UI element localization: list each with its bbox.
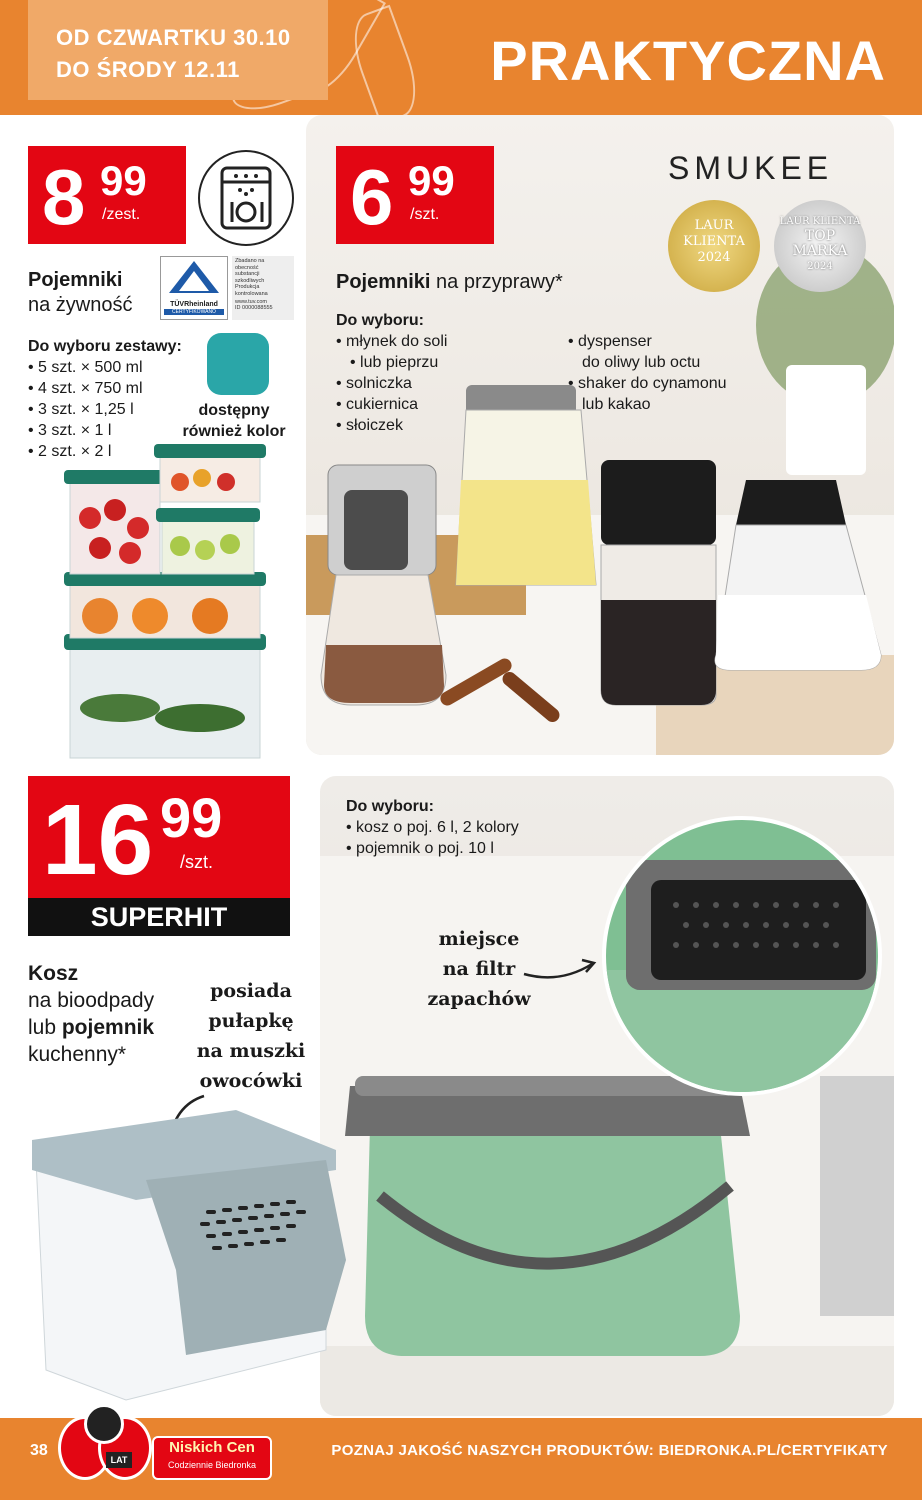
- tuv-line: substancji: [235, 271, 260, 278]
- color-note-line: dostępny: [198, 402, 270, 419]
- date-to: DO ŚRODY 12.11: [56, 57, 240, 82]
- title-bold: Pojemniki: [336, 271, 431, 293]
- title-bold: pojemnik: [61, 1016, 155, 1039]
- note-fruit-fly-trap: [196, 976, 306, 1096]
- tuv-text: [232, 256, 294, 320]
- title-bold: Pojemniki: [28, 269, 123, 291]
- price-main: 16: [42, 784, 154, 896]
- tuv-line: szkodliwych: [235, 277, 265, 284]
- options-heading: Do wyboru zestawy:: [28, 338, 182, 355]
- option-item: • młynek do soli: [336, 331, 447, 352]
- price-tag-food-containers: [28, 146, 186, 244]
- award-line: MARKA: [792, 243, 848, 259]
- option-item: • 4 szt. × 750 ml: [28, 378, 182, 399]
- award-line: LAUR KLIENTA: [779, 216, 861, 227]
- option-item: • pojemnik o poj. 10 l: [346, 838, 519, 859]
- option-item: • cukiernica: [336, 394, 447, 415]
- title-rest: na przyprawy*: [436, 271, 563, 293]
- options-waste-bin: [346, 796, 519, 859]
- color-note: [172, 400, 296, 442]
- logo-line: Codziennie Biedronka: [167, 1460, 257, 1470]
- tuv-url: www.tuv.com: [235, 298, 267, 305]
- note-line: na filtr: [442, 958, 516, 980]
- award-line: LAUR: [694, 218, 734, 233]
- price-unit: /szt.: [180, 852, 214, 872]
- price-unit: /szt.: [410, 206, 440, 223]
- option-item: • 3 szt. × 1 l: [28, 420, 182, 441]
- options-spice-col2: [568, 331, 727, 415]
- arrow-icon: [520, 950, 600, 990]
- price-tag-waste-bin: [28, 776, 290, 936]
- title-bold: Kosz: [28, 962, 79, 985]
- award-badge-laur-klienta: [668, 200, 760, 292]
- option-item: • 2 szt. × 2 l: [28, 441, 182, 462]
- dishwasher-safe-icon: [198, 150, 294, 246]
- page-number: 38: [30, 1442, 48, 1459]
- price-cents: 99: [100, 157, 147, 204]
- color-swatch: [207, 333, 269, 395]
- product-title-food-containers: [28, 268, 133, 318]
- price-unit: /zest.: [102, 206, 141, 223]
- note-line: posiada: [210, 980, 292, 1002]
- award-line: KLIENTA: [683, 234, 745, 249]
- filter-zoom-circle: [602, 816, 882, 1096]
- option-item: • dyspenser: [568, 333, 652, 350]
- price-main: 8: [42, 153, 86, 241]
- award-line: 2024: [697, 250, 731, 265]
- kitchen-container-image: [26, 1110, 356, 1410]
- tuv-logo-icon: [160, 256, 228, 320]
- option-item: • 5 szt. × 500 ml: [28, 357, 182, 378]
- title-rest: na żywność: [28, 294, 133, 316]
- tuv-certificate: [160, 256, 294, 320]
- tuv-line: Zbadano na: [235, 258, 265, 264]
- note-line: miejsce: [438, 928, 520, 950]
- price-cents: 99: [160, 786, 223, 849]
- note-line: na muszki: [196, 1040, 306, 1062]
- tuv-line: kontrolowana: [235, 290, 268, 297]
- logo-line: Niskich Cen: [169, 1439, 255, 1456]
- food-containers-image: [50, 438, 280, 768]
- page-header: [0, 0, 922, 115]
- options-heading: Do wyboru:: [336, 312, 424, 329]
- waste-bin-panel: [320, 776, 894, 1416]
- page-footer: [0, 1418, 922, 1500]
- tuv-line: obecność: [235, 264, 259, 271]
- note-filter-place: [424, 924, 534, 1014]
- option-item: • kosz o poj. 6 l, 2 kolory: [346, 817, 519, 838]
- footer-certificates-link[interactable]: POZNAJ JAKOŚĆ NASZYCH PRODUKTÓW: BIEDRONKA.PL/CERTYFIKATY: [331, 1442, 888, 1459]
- tuv-badge: CERTYFIKOWANO: [164, 309, 224, 315]
- tuv-line: Produkcja: [235, 284, 260, 291]
- ladybug-head-icon: [84, 1404, 124, 1444]
- tuv-id: ID 0000088555: [235, 305, 273, 312]
- superhit-badge: SUPERHIT: [28, 898, 290, 936]
- category-title: PRAKTYCZNA: [490, 29, 886, 92]
- tuv-brand: TÜVRheinland: [170, 301, 218, 308]
- date-from: OD CZWARTKU 30.10: [56, 25, 291, 50]
- logo-lat: LAT: [106, 1452, 132, 1468]
- title-line: kuchenny*: [28, 1043, 127, 1066]
- validity-dates: [28, 0, 328, 100]
- price-main: 6: [350, 153, 394, 241]
- note-line: pułapkę: [208, 1010, 294, 1032]
- option-item: • shaker do cynamonu: [568, 375, 727, 392]
- option-item: do oliwy lub octu: [582, 354, 701, 371]
- award-line: TOP: [804, 228, 836, 244]
- title-line: lub: [28, 1016, 62, 1039]
- option-item: • solniczka: [336, 373, 447, 394]
- note-line: owocówki: [199, 1070, 303, 1092]
- award-line: 2024: [807, 261, 833, 272]
- product-title-waste-bin: [28, 960, 154, 1068]
- product-title-spice-containers: [336, 270, 563, 295]
- brand-logo-smukee: SMUKEE: [668, 150, 834, 186]
- note-line: zapachów: [427, 988, 531, 1010]
- option-item: • lub pieprzu: [336, 352, 447, 373]
- price-tag-spice-containers: [336, 146, 494, 244]
- options-spice-col1: [336, 310, 447, 436]
- option-item: • słoiczek: [336, 415, 447, 436]
- option-item: lub kakao: [582, 396, 651, 413]
- price-cents: 99: [408, 157, 455, 204]
- option-item: • 3 szt. × 1,25 l: [28, 399, 182, 420]
- title-line: na bioodpady: [28, 989, 155, 1012]
- options-heading: Do wyboru:: [346, 798, 434, 815]
- logo-text: [152, 1436, 272, 1480]
- color-note-line: również kolor: [182, 423, 286, 440]
- biedronka-30-logo: [58, 1402, 278, 1492]
- award-badge-top-marka: [774, 200, 866, 292]
